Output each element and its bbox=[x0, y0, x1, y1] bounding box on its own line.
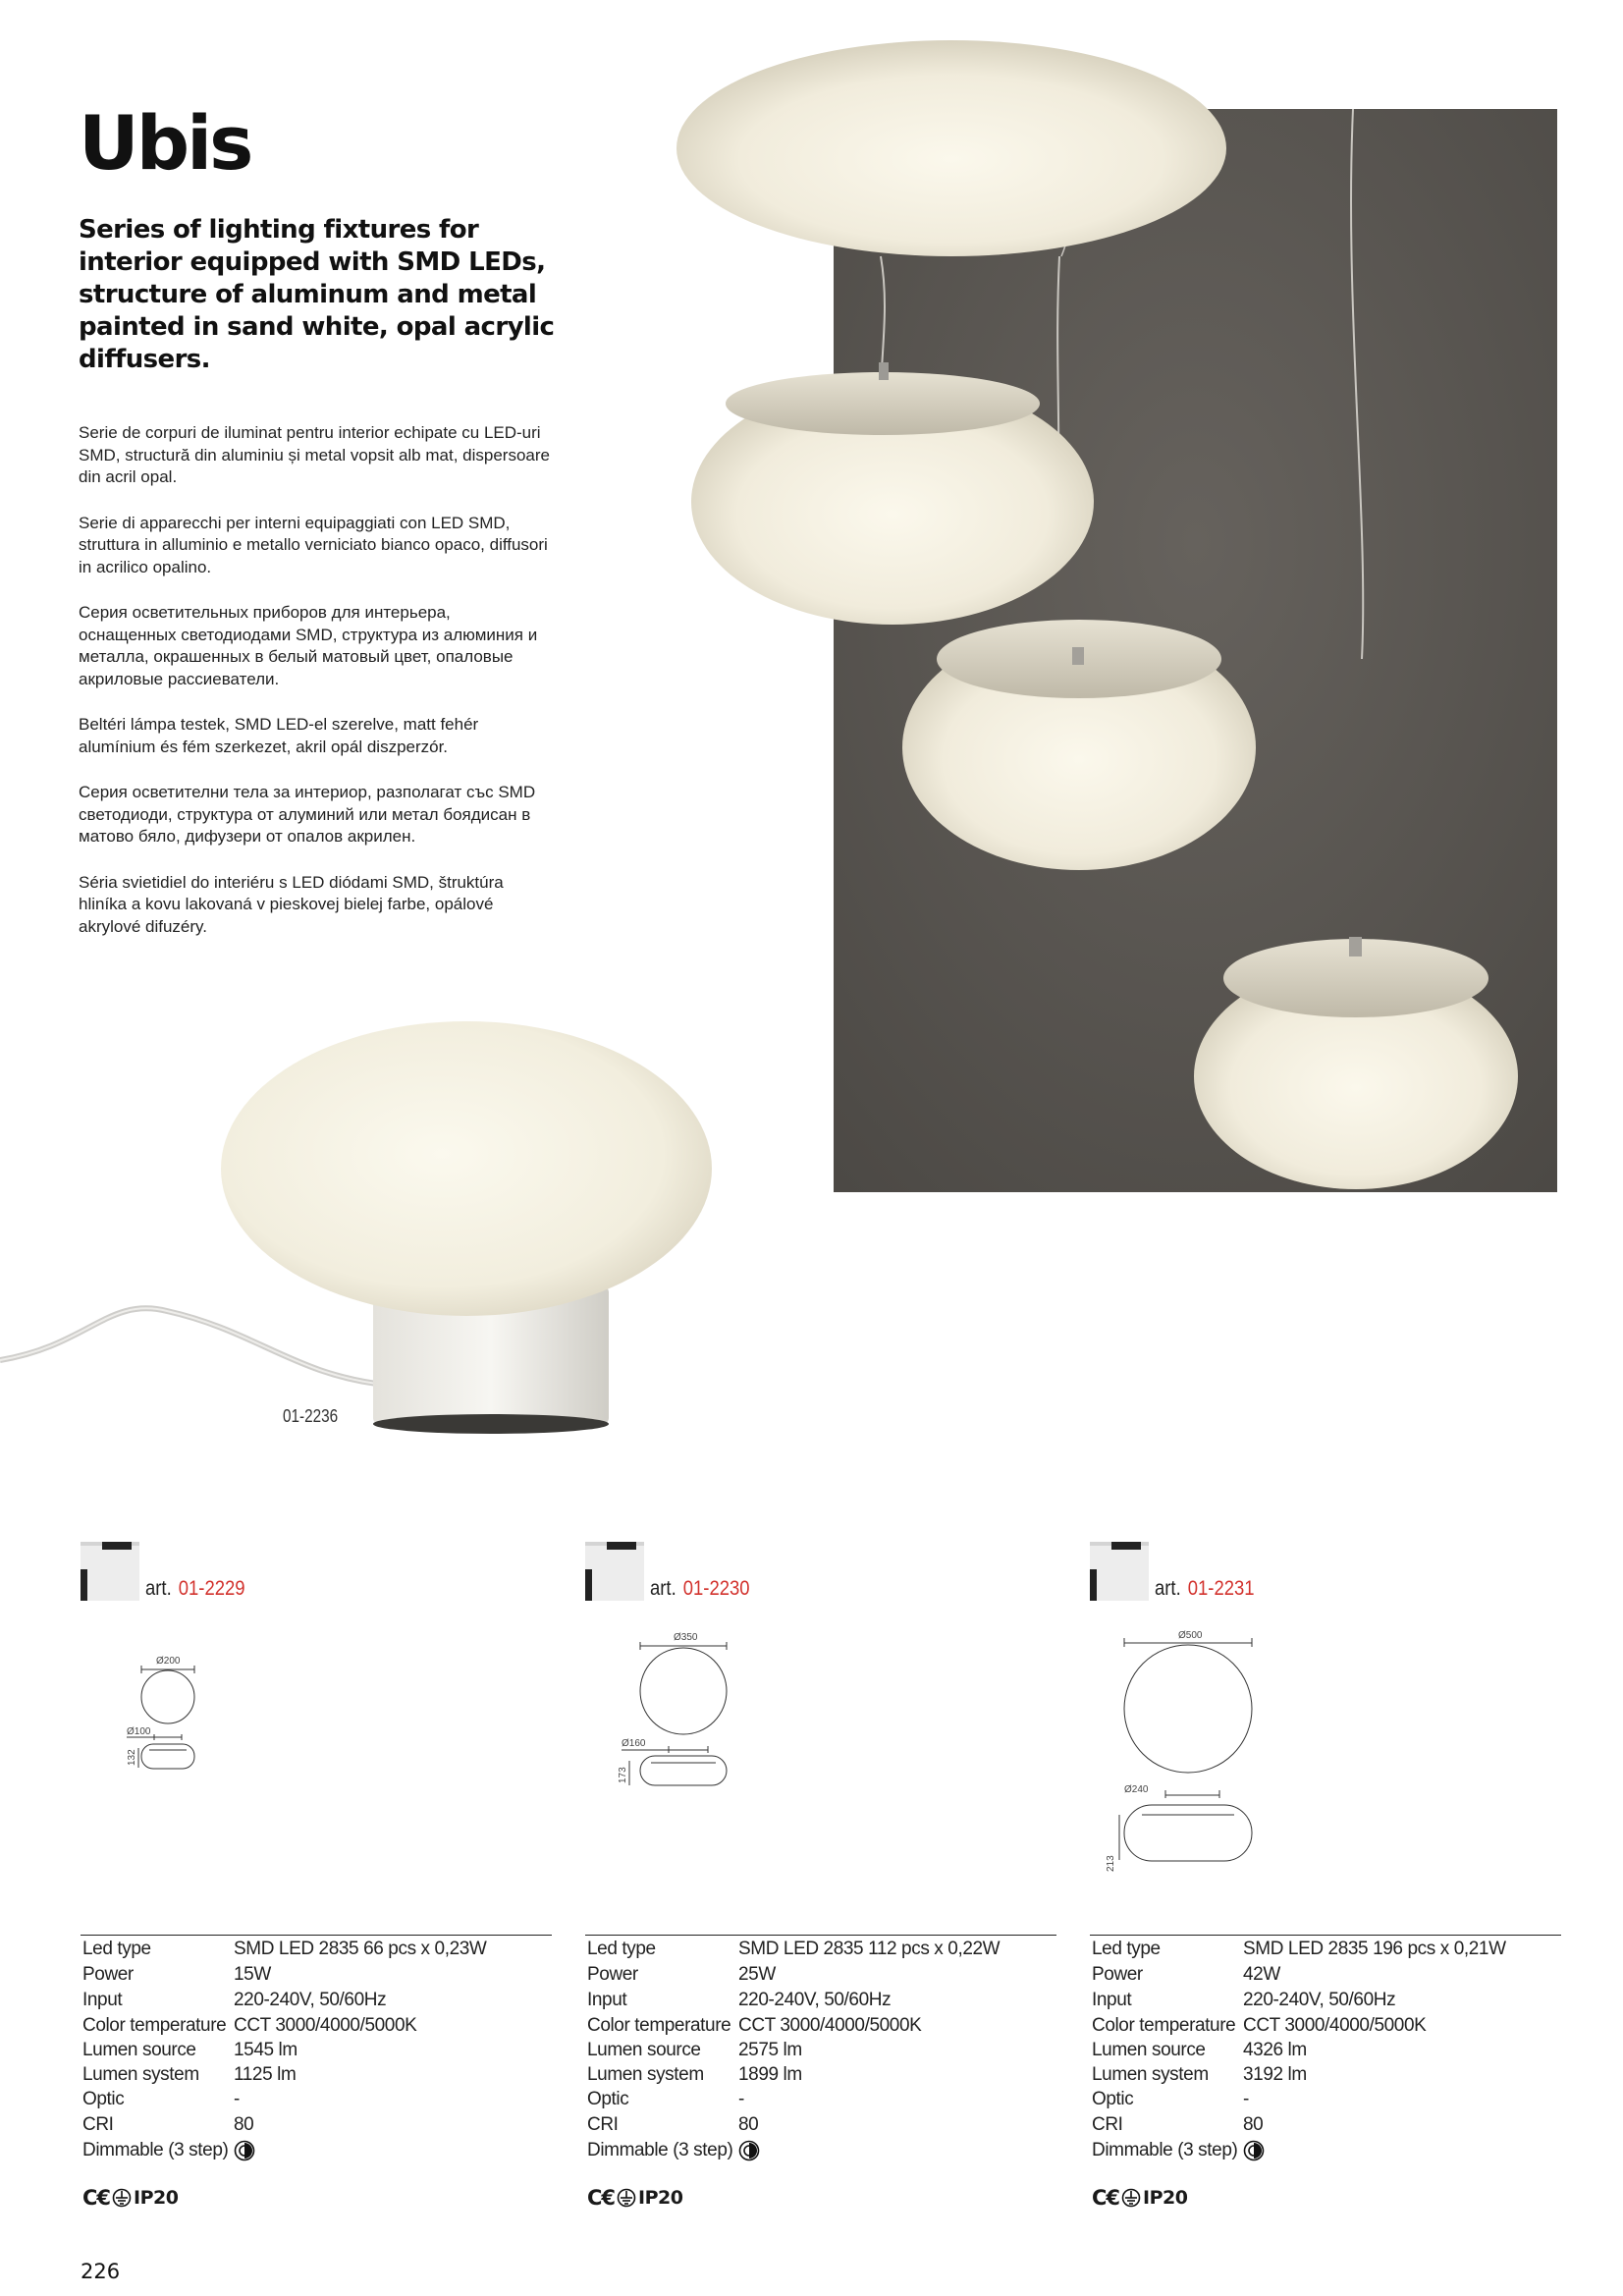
spec-value: 220-240V, 50/60Hz bbox=[234, 1990, 387, 2010]
dim-diffuser: Ø350 bbox=[674, 1632, 698, 1643]
dimension-drawing bbox=[1124, 1628, 1311, 1864]
spec-key: CRI bbox=[587, 2114, 619, 2135]
photo-caption: 01-2236 bbox=[283, 1406, 339, 1426]
spec-key: Power bbox=[1092, 1964, 1143, 1985]
spec-value: 25W bbox=[738, 1964, 776, 1985]
dimmable-icon bbox=[234, 2140, 255, 2161]
spec-key: Optic bbox=[587, 2089, 629, 2109]
ip-rating: IP20 bbox=[638, 2187, 683, 2209]
spec-value: - bbox=[234, 2089, 240, 2109]
dim-height-label bbox=[1104, 1836, 1117, 1876]
spec-key: Color temperature bbox=[587, 2015, 731, 2036]
ce-mark-icon: C€ bbox=[1092, 2186, 1120, 2210]
spec-value: 2575 lm bbox=[738, 2040, 802, 2060]
spec-value: 220-240V, 50/60Hz bbox=[738, 1990, 892, 2010]
spec-key: Lumen source bbox=[1092, 2040, 1206, 2060]
article-code: 01-2230 bbox=[682, 1577, 750, 1600]
spec-value: 1899 lm bbox=[738, 2064, 802, 2085]
description-list bbox=[79, 422, 550, 961]
spec-key: Lumen source bbox=[587, 2040, 701, 2060]
spec-key: Optic bbox=[82, 2089, 125, 2109]
spec-key: Lumen system bbox=[82, 2064, 199, 2085]
article-prefix: art. bbox=[145, 1577, 172, 1600]
spec-value: 15W bbox=[234, 1964, 271, 1985]
spec-table bbox=[587, 1939, 1000, 2165]
spec-value: CCT 3000/4000/5000K bbox=[738, 2015, 922, 2036]
article-number bbox=[145, 1577, 245, 1601]
dim-height: 213 bbox=[1106, 1855, 1116, 1872]
spec-divider bbox=[81, 1935, 552, 1936]
dimension-drawing bbox=[115, 1628, 233, 1776]
dim-height: 173 bbox=[618, 1767, 628, 1783]
spec-value: 80 bbox=[234, 2114, 254, 2135]
series-subtitle: Series of lighting fixtures for interior equipped with SMD LEDs, structure of aluminum and metal painted in sand white, opal acrylic diffusers. bbox=[79, 215, 555, 374]
description-bg: Серия осветителни тела за интериор, разполагат със SMD светодиоди, структура от алуминий или метал боядисан в матово бяло, дифузери от опалов акрилен. bbox=[79, 783, 536, 846]
spec-key: Lumen system bbox=[1092, 2064, 1209, 2085]
article-code: 01-2229 bbox=[178, 1577, 245, 1600]
product-card-01-2229 bbox=[81, 1542, 557, 2229]
pendant-lamps-photo bbox=[834, 109, 1557, 1192]
spec-value: SMD LED 2835 196 pcs x 0,21W bbox=[1243, 1939, 1506, 1959]
earth-ground-icon bbox=[112, 2188, 132, 2208]
dim-base: Ø160 bbox=[622, 1738, 646, 1749]
spec-value: 3192 lm bbox=[1243, 2064, 1307, 2085]
article-number bbox=[650, 1577, 750, 1601]
spec-divider bbox=[1090, 1935, 1561, 1936]
spec-key: Power bbox=[82, 1964, 134, 1985]
spec-value: - bbox=[1243, 2089, 1249, 2109]
product-card-01-2231 bbox=[1090, 1542, 1566, 2229]
page-title: Ubis bbox=[79, 99, 251, 187]
certifications bbox=[82, 2185, 178, 2211]
spec-key: Dimmable (3 step) bbox=[82, 2140, 229, 2160]
ip-rating: IP20 bbox=[134, 2187, 179, 2209]
spec-key: Led type bbox=[82, 1939, 151, 1959]
dimension-drawing bbox=[620, 1628, 777, 1805]
article-prefix: art. bbox=[1155, 1577, 1181, 1600]
spec-key: Input bbox=[1092, 1990, 1132, 2010]
description-it: Serie di apparecchi per interni equipaggiati con LED SMD, struttura in alluminio e metallo verniciato bianco opaco, diffusori in acrilico opalino. bbox=[79, 513, 548, 576]
spec-table bbox=[82, 1939, 486, 2165]
product-card-01-2230 bbox=[585, 1542, 1061, 2229]
spec-key: Led type bbox=[587, 1939, 656, 1959]
spec-key: CRI bbox=[1092, 2114, 1123, 2135]
dim-base: Ø100 bbox=[127, 1726, 151, 1737]
article-prefix: art. bbox=[650, 1577, 676, 1600]
certifications bbox=[587, 2185, 682, 2211]
dim-height: 132 bbox=[127, 1749, 137, 1766]
description-ru: Серия осветительных приборов для интерьера, оснащенных светодиодами SMD, структура из алюминия и металла, окрашенных в белый матовый цвет, опаловые акриловые рассиеватели. bbox=[79, 603, 538, 688]
ip-rating: IP20 bbox=[1143, 2187, 1188, 2209]
spec-value: CCT 3000/4000/5000K bbox=[1243, 2015, 1427, 2036]
spec-value: CCT 3000/4000/5000K bbox=[234, 2015, 417, 2036]
spec-value: 80 bbox=[1243, 2114, 1264, 2135]
spec-key: Input bbox=[587, 1990, 627, 2010]
spec-value: 1545 lm bbox=[234, 2040, 298, 2060]
ceiling-mount-icon bbox=[1090, 1542, 1149, 1601]
ceiling-mount-icon bbox=[585, 1542, 644, 1601]
spec-value: SMD LED 2835 112 pcs x 0,22W bbox=[738, 1939, 1001, 1959]
table-lamp-photo bbox=[0, 992, 707, 1434]
spec-key: Lumen system bbox=[587, 2064, 704, 2085]
spec-divider bbox=[585, 1935, 1056, 1936]
spec-key: Led type bbox=[1092, 1939, 1161, 1959]
description-hu: Beltéri lámpa testek, SMD LED-el szerelve, matt fehér alumínium és fém szerkezet, akril opál diszperzór. bbox=[79, 715, 479, 756]
spec-value: 42W bbox=[1243, 1964, 1280, 1985]
dim-diffuser: Ø500 bbox=[1178, 1630, 1203, 1641]
spec-value: SMD LED 2835 66 pcs x 0,23W bbox=[234, 1939, 487, 1959]
dim-diffuser: Ø200 bbox=[156, 1656, 181, 1667]
spec-key: Color temperature bbox=[1092, 2015, 1236, 2036]
spec-value: 4326 lm bbox=[1243, 2040, 1307, 2060]
spec-value: 80 bbox=[738, 2114, 759, 2135]
description-ro: Serie de corpuri de iluminat pentru interior echipate cu LED-uri SMD, structură din aluminiu și metal vopsit alb mat, dispersoare din acril opal. bbox=[79, 423, 550, 486]
spec-key: Power bbox=[587, 1964, 638, 1985]
spec-key: Dimmable (3 step) bbox=[587, 2140, 733, 2160]
article-code: 01-2231 bbox=[1187, 1577, 1255, 1600]
dimmable-icon bbox=[1243, 2140, 1265, 2161]
earth-ground-icon bbox=[617, 2188, 636, 2208]
spec-key: CRI bbox=[82, 2114, 114, 2135]
spec-value: - bbox=[738, 2089, 744, 2109]
description-sk: Séria svietidiel do interiéru s LED diódami SMD, štruktúra hliníka a kovu lakovaná v pieskovej bielej farbe, opálové akrylové difuzéry. bbox=[79, 872, 504, 936]
dim-base: Ø240 bbox=[1124, 1784, 1149, 1795]
page-number: 226 bbox=[81, 2260, 121, 2283]
ce-mark-icon: C€ bbox=[82, 2186, 111, 2210]
spec-value: 1125 lm bbox=[234, 2064, 297, 2085]
ceiling-mount-icon bbox=[81, 1542, 139, 1601]
spec-table bbox=[1092, 1939, 1506, 2165]
article-number bbox=[1155, 1577, 1255, 1601]
spec-value: 220-240V, 50/60Hz bbox=[1243, 1990, 1396, 2010]
spec-key: Optic bbox=[1092, 2089, 1134, 2109]
spec-key: Lumen source bbox=[82, 2040, 196, 2060]
spec-key: Color temperature bbox=[82, 2015, 227, 2036]
certifications bbox=[1092, 2185, 1187, 2211]
ce-mark-icon: C€ bbox=[587, 2186, 616, 2210]
dimmable-icon bbox=[738, 2140, 760, 2161]
earth-ground-icon bbox=[1121, 2188, 1141, 2208]
spec-key: Input bbox=[82, 1990, 123, 2010]
spec-key: Dimmable (3 step) bbox=[1092, 2140, 1238, 2160]
